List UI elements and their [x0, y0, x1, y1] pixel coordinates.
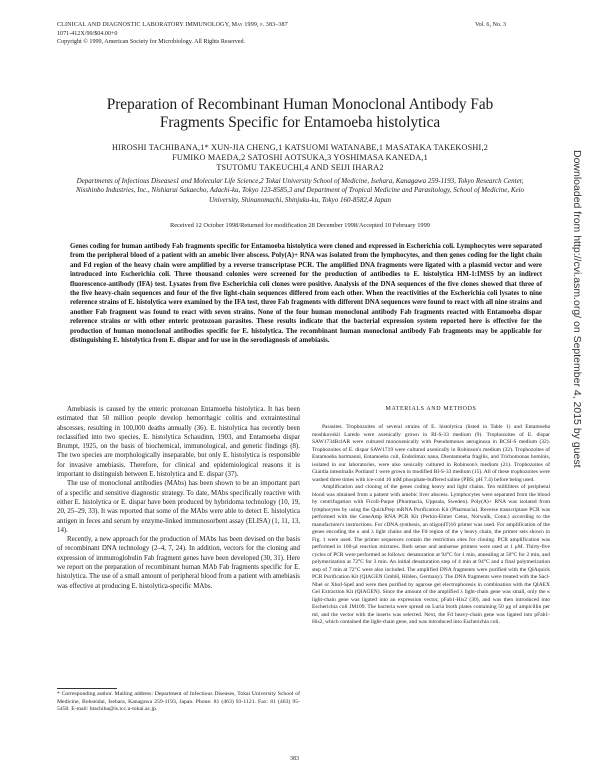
abstract: Genes coding for human antibody Fab fragments specific for Entamoeba histolytica were cloned and expressed in Escherichia coli. Lymphocytes were separated from the peripheral blood of a patient with an amebic liver abscess. Poly(A)+ RNA was isolated from the lymphocytes, and then genes coding for the light chain and Fd region of the heavy chain were amplified by a reverse transcriptase PCR. The amplified DNA fragments were ligated with a plasmid vector and were introduced into Escherichia coli. Three thousand colonies were screened for the production of antibodies to E. histolytica HM-1:IMSS by an indirect fluorescence-antibody (IFA) test. Lysates from five Escherichia coli clones were positive. Analysis of the DNA sequences of the five clones showed that three of the five heavy-chain sequences and four of the five light-chain sequences differed from each other. When the reactivities of the Escherichia coli lysates to nine reference strains of E. histolytica were examined by the IFA test, three Fab fragments with different DNA sequences were found to react with all nine strains and another Fab fragment was found to react with seven strains. None of the four human monoclonal antibody Fab fragments reacted with Entamoeba dispar reference strains or with other enteric protozoan parasites. These results indicate that the bacterial expression system reported here is effective for the production of human monoclonal antibodies specific for E. histolytica. The recombinant human monoclonal antibody Fab fragments may be applicable for distinguishing E. histolytica from E. dispar and for use in the serodiagnosis of amebiasis.: [70, 243, 542, 345]
received-dates: Received 12 October 1998/Returned for modification 28 December 1998/Accepted 10 February 1999: [170, 222, 430, 229]
intro-paragraph-2: The use of monoclonal antibodies (MAbs) has been shown to be an important part of a specific and sensitive diagnostic strategy. To date, MAbs specifically reactive with either E. histolytica or E. dispar have been produced by hybridoma technology (10, 19, 20, 25–29, 33). It was reported that some of the MAbs were able to detect E. histolytica antigen in feces and serum by enzyme-linked immunosorbent assay (ELISA) (1, 11, 13, 14).: [57, 480, 300, 534]
page-number: 383: [290, 756, 299, 762]
right-column: [312, 424, 550, 627]
authors-line1: HIROSHI TACHIBANA,1* XUN-JIA CHENG,1 KATSUOMI WATANABE,1 MASATAKA TAKEKOSHI,2: [112, 143, 488, 152]
copyright-line: Copyright © 1999, American Society for Microbiology. All Rights Reserved.: [57, 39, 246, 45]
intro-paragraph-3: Recently, a new approach for the production of MAbs has been devised on the basis of recombinant DNA technology (2–4, 7, 24). In addition, vectors for the cloning and expression of immunoglobulin Fab fragment genes have been developed (30, 31). Here we report on the preparation of recombinant human MAb Fab fragments specific for E. histolytica. The use of a small amount of peripheral blood from a patient with amebiasis was effective at producing E. histolytica-specific MAbs.: [57, 536, 300, 590]
section-heading-methods: MATERIALS AND METHODS: [385, 406, 477, 412]
affiliations: Departments of Infectious Diseases1 and Molecular Life Science,2 Tokai University School of Medicine, Isehara, Kanagawa 259-1193, Tokyo Research Center, Nisshinbo Industries, Inc., Nishiarai Sakaecho, Adachi-ku, Tokyo 123-8585,3 and Department of Tropical Medicine and Parasitology, School of Medicine, Keio University, Shinanomachi, Shinjuku-ku, Tokyo 160-8582,4 Japan: [75, 177, 525, 204]
issn-line: 1071-412X/99/$04.00+0: [57, 31, 118, 37]
methods-paragraph-amplification: Amplification and cloning of the genes coding heavy and light chains. Ten milliliters of peripheral blood was obtained from a patient with amebic liver abscess. Lymphocytes were separated from the blood by centrifugation with Ficoll-Paque (Pharmacia, Uppsala, Sweden). Poly(A)+ RNA was isolated from lymphocytes by using the QuickPrep mRNA Purification Kit (Pharmacia). Reverse transcriptase PCR was performed with the GeneAmp RNA PCR Kit (Perkin-Elmer Cetus, Norwalk, Conn.) according to the manufacturer's instructions. For cDNA synthesis, an oligo(dT)16 primer was used. For amplification of the genes encoding the κ and λ light chains and the Fd region of the γ heavy chain, the primer sets shown in Fig. 1 were used. The primer sequences contain the restriction sites for cloning. PCR amplification was performed in 100-μl reaction mixtures. Both sense and antisense primers were used at 1 μM. Thirty-five cycles of PCR were performed as follows: denaturation at 94°C for 1 min, annealing at 50°C for 2 min, and polymerization at 72°C for 3 min. An initial denaturation step of 4 min at 94°C and a final polymerization step of 7 min at 72°C were also included. The amplified DNA fragments were purified with the QIAquick PCR Purification Kit (QIAGEN GmbH, Hilden, Germany). The DNA fragments were treated with the Sacl-Nhel or XhoI-SpeI and were then purified by agarose gel electrophoresis in combination with the QIAEX Gel Extraction Kit (QIAGEN). Since the amount of the amplified λ light-chain gene was small, only the κ light-chain gene was ligated into an expression vector, pFab1-His2 (30), and was then introduced into Escherichia coli JM109. The bacteria were spread on Luria broth plates containing 50 μg of ampicillin per ml, and the vector with the inserts was selected. Next, the Fd heavy-chain gene was ligated into pFab1-His2, which contained the light-chain gene, and was introduced into Escherichia coli.: [312, 484, 550, 625]
download-notice[interactable]: Downloaded from http://cvi.asm.org/ on September 4, 2015 by guest: [571, 150, 583, 468]
methods-paragraph-parasites: Parasites. Trophozoites of several strains of E. histolytica (listed in Table 1) and Entamoeba moshkovskii Laredo were axenically grown in BI-S-33 medium (9). Trophozoites of E. dispar SAW1734RclAR were cultured monoxenically with Pseudomonas aeruginosa in BCSI-S medium (32). Trophozoites of E. dispar SAW1719 were cultured axenically in Robinson's medium (32). Trophozoites of Entamoeba hartmanni, Entamoeba coli, Endolimax nana, Dientamoeba fragilis, and Trichomonas hominis, isolated in our laboratories, were also xenically cultured in Robinson's medium (21). Trophozoites of Giardia intestinalis Portland 1 were grown in modified BI-S-33 medium (15). All of these trophozoites were washed three times with ice-cold 10 mM phosphate-buffered saline (PBS; pH 7.4) before being used.: [312, 424, 550, 483]
corresponding-author-footnote: * Corresponding author. Mailing address: Department of Infectious Diseases, Tokai University School of Medicine, Bohseidai, Isehara, Kanagawa 259-1193, Japan. Phone: 81 (463) 93-1121. Fax: 81 (463) 95-5450. E-mail: htachiba@is.icc.u-tokai.ac.jp.: [57, 691, 300, 713]
article-title-line2: Fragments Specific for Entamoeba histolytica: [159, 114, 441, 131]
left-column: [57, 405, 300, 591]
footnote-divider: [57, 688, 117, 689]
authors-line2: FUMIKO MAEDA,2 SATOSHI AOTSUKA,3 YOSHIMASA KANEDA,1: [172, 153, 428, 162]
journal-citation: CLINICAL AND DIAGNOSTIC LABORATORY IMMUNOLOGY, May 1999, p. 383–387: [57, 22, 288, 28]
volume-issue: Vol. 6, No. 3: [475, 22, 507, 28]
download-sidebar: [573, 150, 593, 630]
authors-line3: TSUTOMU TAKEUCHI,4 AND SEIJI IHARA2: [216, 163, 384, 172]
article-title-line1: Preparation of Recombinant Human Monoclonal Antibody Fab: [106, 96, 494, 113]
intro-paragraph-1: Amebiasis is caused by the enteric protozoan Entamoeba histolytica. It has been estimated that 50 million people develop hemorrhagic colitis and extraintestinal abscesses, resulting in 100,000 deaths annually (36). E. histolytica has recently been reclassified into two species, E. histolytica Schaudinn, 1903, and Entamoeba dispar Brumpt, 1925, on the basis of biochemical, immunological, and genetic findings (8). The two species are morphologically inseparable, but only E. histolytica is responsible for invasive amebiasis. Therefore, for clinical and epidemiological reasons it is important to distinguish between E. histolytica and E. dispar (37).: [57, 406, 300, 479]
